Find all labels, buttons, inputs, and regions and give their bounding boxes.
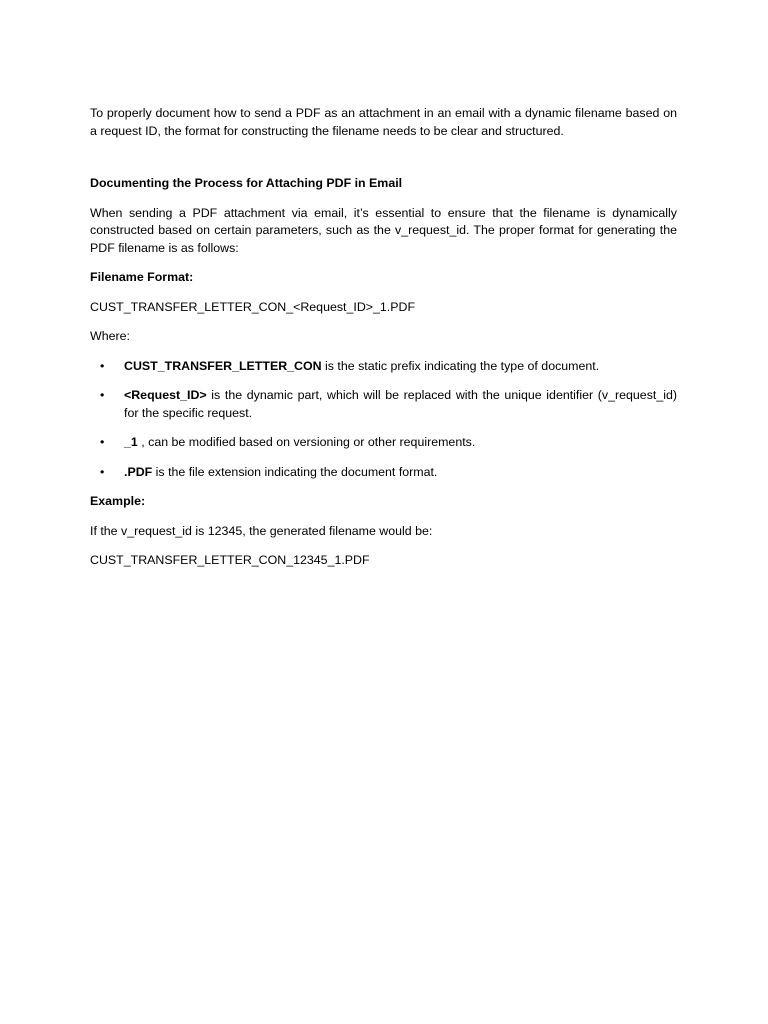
bullet-icon: • [100,388,105,402]
list-item [90,464,677,482]
bullet-icon: • [100,464,105,479]
intro-paragraph: To properly document how to send a PDF as an attachment in an email with a dynamic filename based on a request ID, the format for constructing the filename needs to be clear and structured. [90,106,677,138]
example-text: If the v_request_id is 12345, the generated filename would be: [90,523,433,538]
document-page [90,105,677,582]
bullet-text: is the dynamic part, which will be replaced with the unique identifier (v_request_id) for the specific request. [124,388,677,420]
bullet-list [90,358,677,482]
list-item [90,434,677,452]
bullet-icon: • [100,358,105,373]
example-filename: CUST_TRANSFER_LETTER_CON_12345_1.PDF [90,553,370,567]
where-label: Where: [90,329,130,343]
section-heading: Documenting the Process for Attaching PDF in Email [90,176,403,190]
bullet-text: is the file extension indicating the document format. [152,464,438,479]
bullet-text: , can be modified based on versioning or other requirements. [137,435,476,449]
filename-format-label: Filename Format: [90,270,194,284]
body-paragraph: When sending a PDF attachment via email, it’s essential to ensure that the filename is dynamically constructed based on certain parameters, such as the v_request_id. The proper format for generating the PDF filename is as follows: [90,205,677,255]
list-item [90,387,677,422]
bullet-icon: • [100,435,105,449]
example-label: Example: [90,494,146,508]
filename-format-pattern: CUST_TRANSFER_LETTER_CON_<Request_ID>_1.PDF [90,299,416,314]
bullet-term: _1 [124,435,138,449]
list-item [90,358,677,376]
bullet-text: is the static prefix indicating the type of document. [321,358,600,373]
bullet-term: <Request_ID> [124,388,207,402]
bullet-term: CUST_TRANSFER_LETTER_CON [124,358,322,373]
bullet-term: .PDF [124,464,153,479]
